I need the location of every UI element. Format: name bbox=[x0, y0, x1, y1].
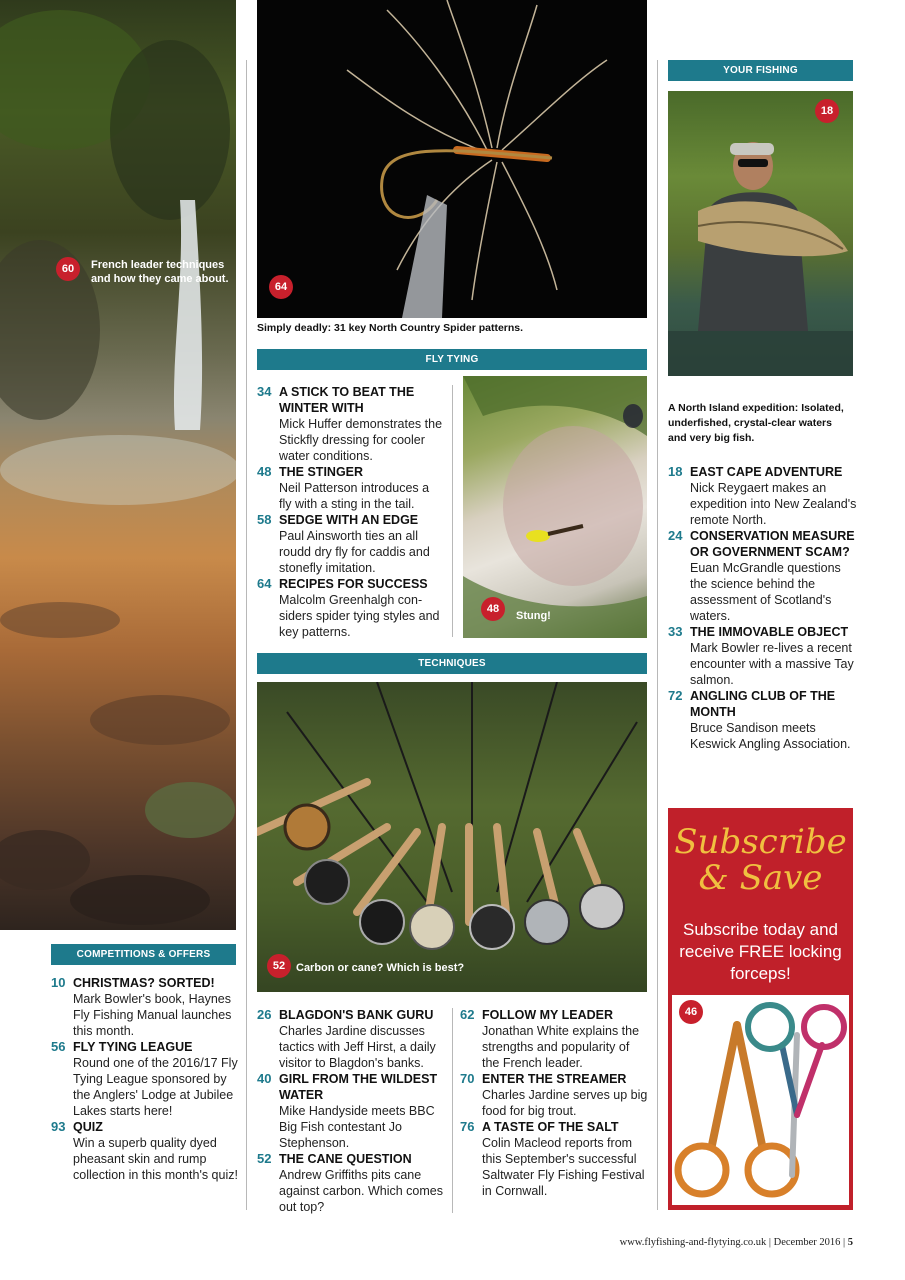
page-footer bbox=[620, 1237, 853, 1248]
article-description: Andrew Griffiths pits cane against carbon. Which comes out top? bbox=[279, 1168, 443, 1214]
list-item[interactable] bbox=[257, 384, 445, 464]
section-header-techniques: TECHNIQUES bbox=[257, 653, 647, 674]
column-divider bbox=[452, 1008, 453, 1213]
article-title: A STICK TO BEAT THE WINTER WITH bbox=[279, 385, 415, 415]
article-title: EAST CAPE ADVENTURE bbox=[690, 465, 843, 479]
page-number: 62 bbox=[460, 1007, 475, 1022]
subscribe-promo[interactable] bbox=[668, 808, 853, 1210]
list-item[interactable] bbox=[51, 1119, 241, 1183]
fly-tying-list bbox=[257, 384, 445, 640]
article-title: ANGLING CLUB OF THE MONTH bbox=[690, 689, 836, 719]
article-title: CONSERVATION MEASURE OR GOVERNMENT SCAM? bbox=[690, 529, 855, 559]
column-divider bbox=[246, 60, 247, 1210]
article-description: Charles Jardine discusses tactics with Jeff Hirst, a daily visitor to Blagdon's banks. bbox=[279, 1024, 436, 1070]
trout-angler-photo bbox=[668, 91, 853, 376]
list-item[interactable] bbox=[257, 1071, 447, 1151]
subscribe-text: Subscribe today and receive FREE locking forceps! bbox=[679, 920, 842, 983]
page-number: 48 bbox=[257, 464, 272, 479]
article-title: CHRISTMAS? SORTED! bbox=[73, 976, 215, 990]
page-number: 72 bbox=[668, 688, 683, 703]
article-description: Mike Handyside meets BBC Big Fish contestant Jo Stephenson. bbox=[279, 1104, 435, 1150]
article-description: Neil Patterson introduces a fly with a sting in the tail. bbox=[279, 481, 430, 511]
article-title: RECIPES FOR SUCCESS bbox=[279, 577, 428, 591]
list-item[interactable] bbox=[460, 1071, 650, 1119]
pike-caption: Stung! bbox=[516, 610, 551, 622]
article-title: ENTER THE STREAMER bbox=[482, 1072, 627, 1086]
footer-separator: | bbox=[843, 1237, 848, 1248]
article-title: SEDGE WITH AN EDGE bbox=[279, 513, 419, 527]
waterfall-caption: French leader techniques and how they came about. bbox=[91, 259, 229, 285]
page-number: 40 bbox=[257, 1071, 272, 1086]
techniques-list-2 bbox=[460, 1007, 650, 1199]
page-badge-48[interactable]: 48 bbox=[481, 597, 505, 621]
page-number: 64 bbox=[257, 576, 272, 591]
article-description: Mark Bowler re-lives a recent encounter with a massive Tay salmon. bbox=[690, 641, 854, 687]
page-number: 26 bbox=[257, 1007, 272, 1022]
article-title: BLAGDON'S BANK GURU bbox=[279, 1008, 434, 1022]
techniques-list-1 bbox=[257, 1007, 447, 1215]
article-title: THE CANE QUESTION bbox=[279, 1152, 412, 1166]
page-number: 52 bbox=[257, 1151, 272, 1166]
page-number: 76 bbox=[460, 1119, 475, 1134]
subscribe-script-line-2: & Save bbox=[698, 858, 823, 898]
subscribe-script-line-1: Subscribe bbox=[674, 822, 847, 862]
page-number: 10 bbox=[51, 975, 66, 990]
list-item[interactable] bbox=[257, 512, 445, 576]
page-number: 58 bbox=[257, 512, 272, 527]
footer-page-number: 5 bbox=[847, 1237, 853, 1248]
article-description: Win a superb quality dyed pheasant skin and rump collection in this month's quiz! bbox=[73, 1136, 238, 1182]
spider-fly-photo bbox=[257, 0, 647, 318]
article-description: Bruce Sandison meets Keswick Angling Association. bbox=[690, 721, 851, 751]
article-title: GIRL FROM THE WILDEST WATER bbox=[279, 1072, 438, 1102]
list-item[interactable] bbox=[668, 624, 858, 688]
list-item[interactable] bbox=[51, 1039, 241, 1119]
article-description: Colin Macleod reports from this September's successful Saltwater Fly Fishing Festival in Cornwall. bbox=[482, 1136, 645, 1198]
page-number: 33 bbox=[668, 624, 683, 639]
list-item[interactable] bbox=[257, 1007, 447, 1071]
article-title: A TASTE OF THE SALT bbox=[482, 1120, 619, 1134]
article-description: Round one of the 2016/17 Fly Tying League sponsored by the Anglers' Lodge at Jubilee Lakes starts here! bbox=[73, 1056, 238, 1118]
footer-separator: | bbox=[768, 1237, 774, 1248]
page-badge-18[interactable]: 18 bbox=[815, 99, 839, 123]
column-divider bbox=[657, 60, 658, 1210]
trout-caption: A North Island expedition: Isolated, underfished, crystal-clear waters and very big fish. bbox=[668, 402, 844, 444]
article-description: Nick Reygaert makes an expedition into New Zealand's remote North. bbox=[690, 481, 857, 527]
article-description: Jonathan White explains the strengths and popularity of the French leader. bbox=[482, 1024, 640, 1070]
rods-caption: Carbon or cane? Which is best? bbox=[296, 962, 465, 974]
spider-fly-caption: Simply deadly: 31 key North Country Spider patterns. bbox=[257, 322, 524, 334]
list-item[interactable] bbox=[460, 1007, 650, 1071]
page-badge-64[interactable]: 64 bbox=[269, 275, 293, 299]
page-number: 18 bbox=[668, 464, 683, 479]
your-fishing-list bbox=[668, 464, 858, 752]
list-item[interactable] bbox=[668, 688, 858, 752]
list-item[interactable] bbox=[257, 464, 445, 512]
article-description: Euan McGrandle questions the science behind the assessment of Scotland's waters. bbox=[690, 561, 841, 623]
article-title: QUIZ bbox=[73, 1120, 103, 1134]
page-badge-52[interactable]: 52 bbox=[267, 954, 291, 978]
page-number: 93 bbox=[51, 1119, 66, 1134]
page-number: 24 bbox=[668, 528, 683, 543]
page-number: 34 bbox=[257, 384, 272, 399]
page-badge-60[interactable]: 60 bbox=[56, 257, 80, 281]
list-item[interactable] bbox=[51, 975, 241, 1039]
column-divider bbox=[452, 385, 453, 637]
section-header-your-fishing: YOUR FISHING bbox=[668, 60, 853, 81]
article-description: Malcolm Greenhalgh considers spider tying styles and key patterns. bbox=[279, 593, 440, 639]
competitions-list bbox=[51, 975, 241, 1183]
page-badge-46[interactable]: 46 bbox=[679, 1000, 703, 1024]
list-item[interactable] bbox=[668, 464, 858, 528]
article-description: Paul Ainsworth ties an all roudd dry fly for caddis and stonefly imitation. bbox=[279, 529, 430, 575]
page-number: 56 bbox=[51, 1039, 66, 1054]
footer-issue: December 2016 bbox=[773, 1237, 841, 1248]
forceps-photo bbox=[672, 995, 849, 1205]
article-description: Mark Bowler's book, Haynes Fly Fishing Manual launches this month. bbox=[73, 992, 232, 1038]
section-header-competitions: COMPETITIONS & OFFERS bbox=[51, 944, 236, 965]
article-description: Mick Huffer demonstrates the Stickfly dressing for cooler water conditions. bbox=[279, 417, 443, 463]
list-item[interactable] bbox=[460, 1119, 650, 1199]
list-item[interactable] bbox=[668, 528, 858, 624]
footer-url[interactable]: www.flyfishing-and-flytying.co.uk bbox=[619, 1237, 767, 1248]
list-item[interactable] bbox=[257, 576, 445, 640]
article-title: FOLLOW MY LEADER bbox=[482, 1008, 614, 1022]
section-header-fly-tying: FLY TYING bbox=[257, 349, 647, 370]
article-title: THE IMMOVABLE OBJECT bbox=[690, 625, 849, 639]
page-number: 70 bbox=[460, 1071, 475, 1086]
article-description: Charles Jardine serves up big food for big trout. bbox=[482, 1088, 648, 1118]
list-item[interactable] bbox=[257, 1151, 447, 1215]
rods-reels-photo bbox=[257, 682, 647, 992]
waterfall-photo bbox=[0, 0, 236, 930]
article-title: FLY TYING LEAGUE bbox=[73, 1040, 193, 1054]
article-title: THE STINGER bbox=[279, 465, 364, 479]
subscribe-script-title bbox=[668, 824, 853, 896]
